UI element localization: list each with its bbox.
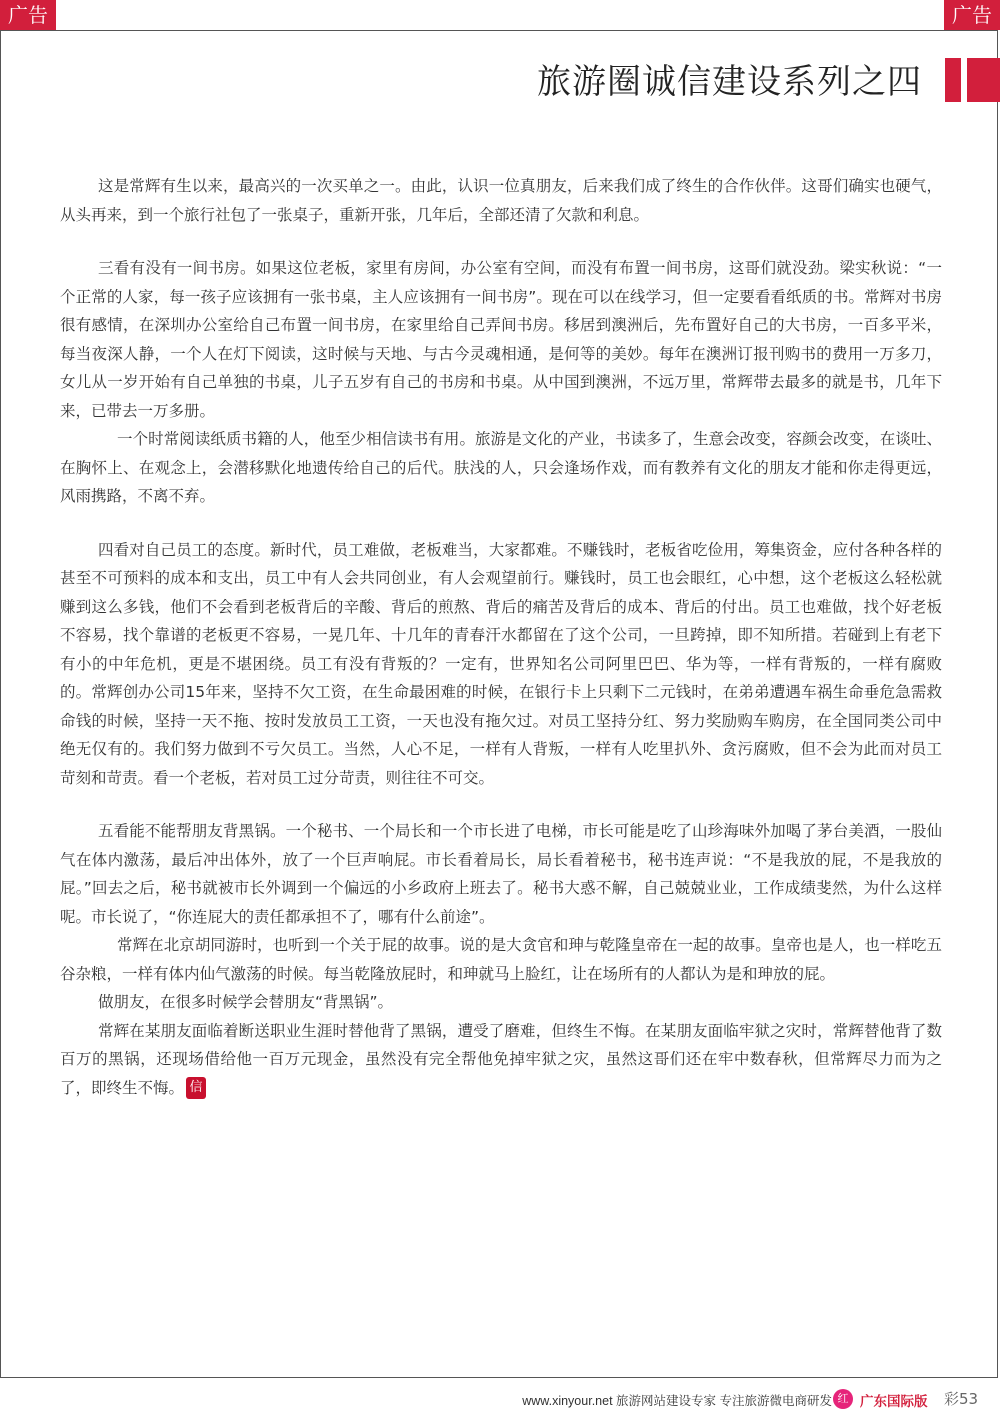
title-accent-bar (945, 58, 961, 102)
paragraph: 这是常辉有生以来，最高兴的一次买单之一。由此，认识一位真朋友，后来我们成了终生的合作伙伴。这哥们确实也硬气，从头再来，到一个旅行社包了一张桌子，重新开张，几年后，全部还清了欠款和利息。 (60, 177, 942, 224)
paragraph-with-seal (60, 1017, 942, 1103)
page-number: 彩53 (944, 1390, 979, 1408)
page-title: 旅游圈诚信建设系列之四 (537, 62, 922, 102)
paragraph-text: 常辉在某朋友面临着断送职业生涯时替他背了黑锅，遭受了磨难，但终生不悔。在某朋友面临牢狱之灾时，常辉替他背了数百万的黑锅，还现场借给他一百万元现金，虽然没有完全帮他免掉牢狱之灾，虽然这哥们还在牢中数春秋，但常辉尽力而为之了，即终生不悔。 (60, 1021, 942, 1097)
paragraph: 一个时常阅读纸质书籍的人，他至少相信读书有用。旅游是文化的产业，书读多了，生意会改变，容颜会改变，在谈吐、在胸怀上、在观念上，会潜移默化地遗传给自己的后代。肤浅的人，只会逢场作戏，而有教养有文化的朋友才能和你走得更远，风雨携路，不离不弃。 (60, 430, 942, 505)
title-accent-bar (967, 58, 1000, 102)
paragraph: 做朋友，在很多时候学会替朋友“背黑锅”。 (98, 993, 394, 1011)
seal-icon: 信 (186, 1077, 206, 1099)
badge-icon: 红 (833, 1389, 853, 1409)
footer-edition: 广东国际版 (860, 1394, 928, 1410)
article-body (60, 172, 942, 1102)
paragraph: 三看有没有一间书房。如果这位老板，家里有房间，办公室有空间，而没有布置一间书房，这哥们就没劲。梁实秋说：“一个正常的人家，每一孩子应该拥有一张书桌，主人应该拥有一间书房”。现在可以在线学习，但一定要看看纸质的书。常辉对书房很有感情，在深圳办公室给自己布置一间书房，在家里给自己弄间书房。移居到澳洲后，先布置好自己的大书房，一百多平米，每当夜深人静，一个人在灯下阅读，这时候与天地、与古今灵魂相通，是何等的美妙。每年在澳洲订报刊购书的费用一万多刀，女儿从一岁开始有自己单独的书桌，儿子五岁有自己的书房和书桌。从中国到澳洲，不远万里，常辉带去最多的就是书，几年下来，已带去一万多册。 (60, 259, 942, 420)
paragraph: 四看对自己员工的态度。新时代，员工难做，老板难当，大家都难。不赚钱时，老板省吃俭用，筹集资金，应付各种各样的甚至不可预料的成本和支出，员工中有人会共同创业，有人会观望前行。赚钱时，员工也会眼红，心中想，这个老板这么轻松就赚到这么多钱，他们不会看到老板背后的辛酸、背后的煎熬、背后的痛苦及背后的成本、背后的付出。员工也难做，找个好老板不容易，找个靠谱的老板更不容易，一晃几年、十几年的青春汗水都留在了这个公司，一旦跨掉，即不知所措。若碰到上有老下有小的中年危机，更是不堪困绕。员工有没有背叛的？一定有，世界知名公司阿里巴巴、华为等，一样有背叛的，一样有腐败的。常辉创办公司15年来，坚持不欠工资，在生命最困难的时候，在银行卡上只剩下二元钱时，在弟弟遭遇车祸生命垂危急需救命钱的时候，坚持一天不拖、按时发放员工工资，一天也没有拖欠过。对员工坚持分红、努力奖励购车购房，在全国同类公司中绝无仅有的。我们努力做到不亏欠员工。当然，人心不足，一样有人背叛，一样有人吃里扒外、贪污腐败，但不会为此而对员工苛刻和苛责。看一个老板，若对员工过分苛责，则往往不可交。 (60, 540, 942, 787)
paragraph: 五看能不能帮朋友背黑锅。一个秘书、一个局长和一个市长进了电梯，市长可能是吃了山珍海味外加喝了茅台美酒，一股仙气在体内激荡，最后冲出体外，放了一个巨声响屁。市长看着局长，局长看着秘书，秘书连声说：“不是我放的屁，不是我放的屁。”回去之后，秘书就被市长外调到一个偏远的小乡政府上班去了。秘书大惑不解，自己兢兢业业，工作成绩斐然，为什么这样呢。市长说了，“你连屁大的责任都承担不了，哪有什么前途”。 (60, 822, 942, 926)
ad-tag-right: 广告 (944, 0, 1000, 30)
footer-site: www.xinyour.net 旅游网站建设专家 专注旅游微电商研发 (522, 1394, 832, 1408)
footer (0, 1384, 1000, 1413)
ad-tag-left: 广告 (0, 0, 56, 30)
paragraph: 常辉在北京胡同游时，也听到一个关于屁的故事。说的是大贪官和珅与乾隆皇帝在一起的故事。皇帝也是人，也一样吃五谷杂粮，一样有体内仙气激荡的时候。每当乾隆放屁时，和珅就马上脸红，让在场所有的人都认为是和珅放的屁。 (60, 936, 942, 983)
